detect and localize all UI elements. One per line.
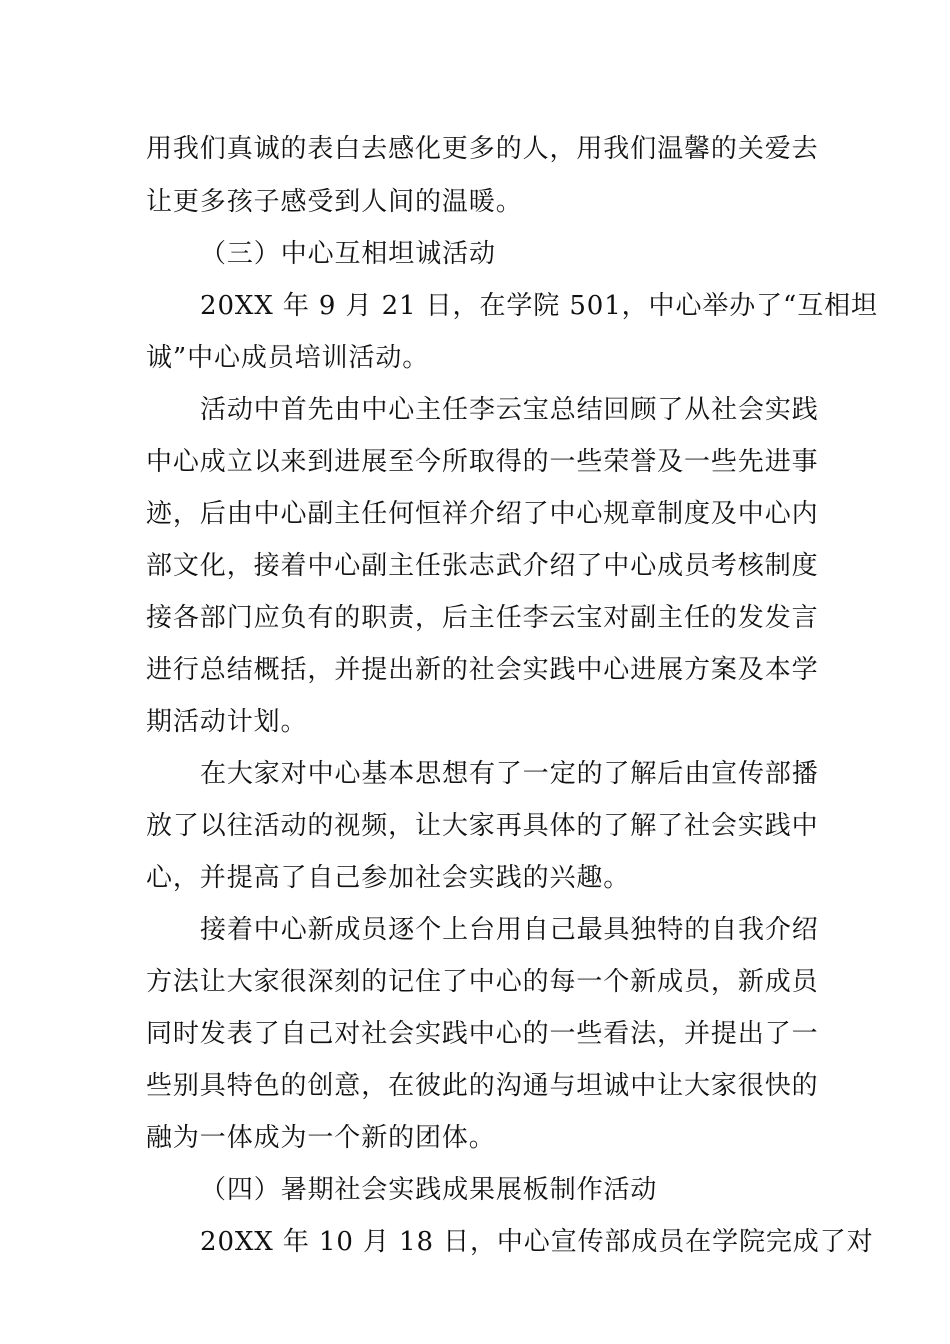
text-line: 接各部门应负有的职责，后主任李云宝对副主任的发发言 [146,603,819,633]
text-line: 期活动计划。 [146,707,308,737]
text-line: 融为一体成为一个新的团体。 [146,1123,496,1153]
section-heading: （四）暑期社会实践成果展板制作活动 [200,1175,658,1205]
text-line: 些别具特色的创意，在彼此的沟通与坦诚中让大家很快的 [146,1071,819,1101]
text-line: 20XX 年 9 月 21 日，在学院 501，中心举办了“互相坦 [200,291,878,321]
text-line: 用我们真诚的表白去感化更多的人，用我们温馨的关爱去 [146,134,819,164]
text-line: 放了以往活动的视频，让大家再具体的了解了社会实践中 [146,811,819,841]
text-line: 20XX 年 10 月 18 日，中心宣传部成员在学院完成了对 [200,1227,874,1257]
text-line: 部文化，接着中心副主任张志武介绍了中心成员考核制度 [146,551,819,581]
text-line: 迹，后由中心副主任何恒祥介绍了中心规章制度及中心内 [146,499,819,529]
text-line: 在大家对中心基本思想有了一定的了解后由宣传部播 [200,759,819,789]
text-line: 方法让大家很深刻的记住了中心的每一个新成员，新成员 [146,967,819,997]
text-line: 让更多孩子感受到人间的温暖。 [146,187,523,217]
text-line: 进行总结概括，并提出新的社会实践中心进展方案及本学 [146,655,819,685]
text-line: 同时发表了自己对社会实践中心的一些看法，并提出了一 [146,1019,819,1049]
section-heading: （三）中心互相坦诚活动 [200,239,496,269]
text-line: 心，并提高了自己参加社会实践的兴趣。 [146,863,631,893]
text-line: 活动中首先由中心主任李云宝总结回顾了从社会实践 [200,395,819,425]
text-line: 接着中心新成员逐个上台用自己最具独特的自我介绍 [200,915,819,945]
text-line: 中心成立以来到进展至今所取得的一些荣誉及一些先进事 [146,447,819,477]
text-line: 诚”中心成员培训活动。 [146,343,430,373]
